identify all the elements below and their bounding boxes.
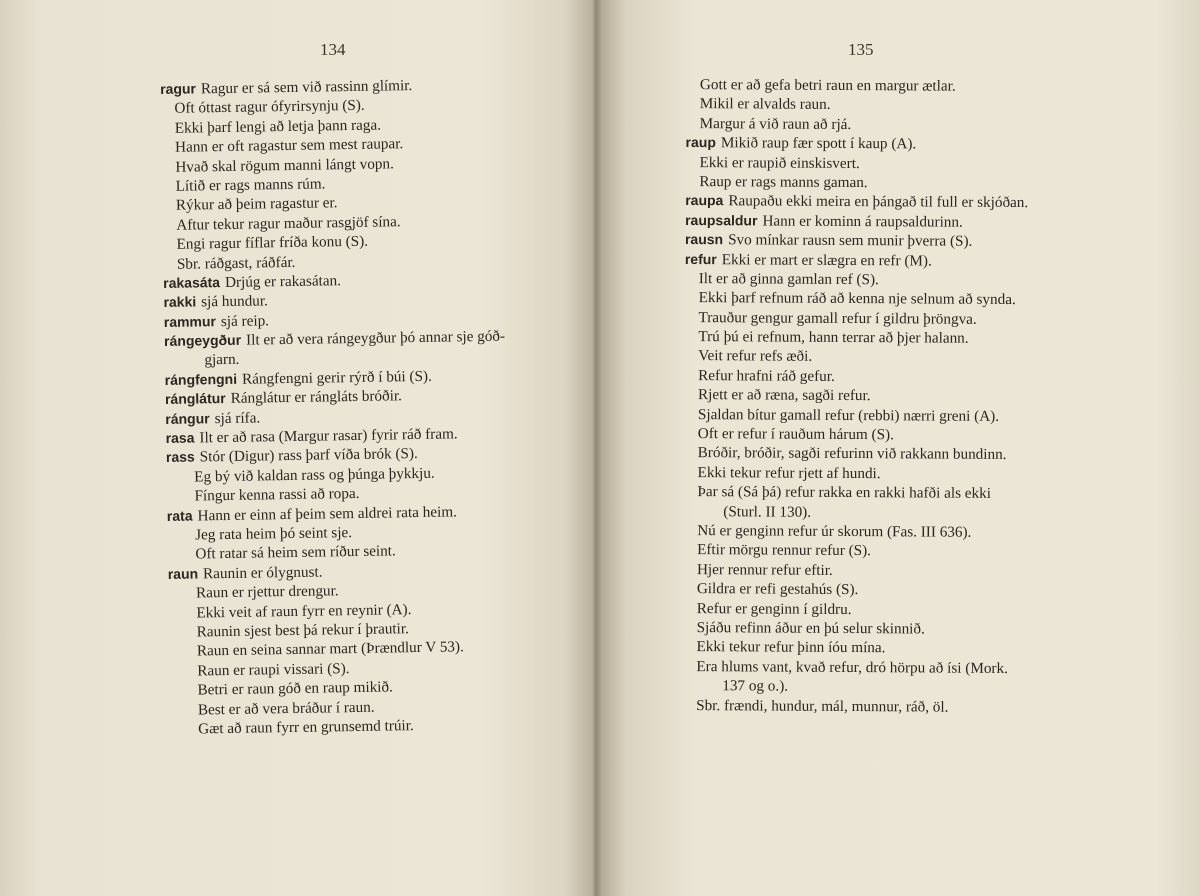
- line-text: Þar sá (Sá þá) refur rakka en rakki hafði als ekki: [697, 483, 992, 503]
- proverb-line: [684, 308, 1027, 329]
- left-page: [0, 0, 596, 896]
- page-number: 135: [848, 40, 874, 59]
- proverb-line: [682, 657, 1025, 678]
- line-text: Ekki er raupið einskisvert.: [699, 153, 860, 172]
- headword: raup: [685, 134, 716, 151]
- proverb-line: [685, 153, 1028, 174]
- line-text: Ekki er mart er slægra en refr (M).: [721, 250, 932, 270]
- proverb-line: [170, 714, 511, 739]
- headword: rakasáta: [163, 273, 221, 291]
- page-number: 134: [320, 40, 346, 59]
- headword: rausn: [684, 231, 724, 248]
- line-text: Betri er raun góð en raup mikið.: [197, 678, 393, 699]
- proverb-line: [684, 366, 1027, 387]
- line-text: Sjaldan bítur gamall refur (rebbi) nærri greni (A).: [697, 405, 1000, 425]
- line-text: Ekki þarf lengi að letja þann raga.: [174, 116, 382, 137]
- line-text: Hann er oft ragastur sem mest raupar.: [174, 135, 404, 156]
- proverb-line: [684, 463, 1027, 484]
- line-text: Rjett er að ræna, sagði refur.: [697, 386, 871, 405]
- headword: rammur: [163, 312, 217, 330]
- line-text: Ilt er að rasa (Margur rasar) fyrir ráð fram.: [199, 425, 458, 447]
- line-text: Raup er rags manns gaman.: [699, 173, 868, 192]
- line-text: Jeg rata heim þó seint sje.: [195, 524, 353, 544]
- line-text: Hann er einn af þeim sem aldrei rata heim.: [197, 502, 457, 525]
- line-text: Gott er að gefa betri raun en margur ætlar.: [699, 76, 956, 95]
- line-text: Rýkur að þeim ragastur er.: [175, 194, 338, 215]
- headword: raupa: [685, 192, 724, 209]
- entry-line: [685, 230, 1028, 251]
- page-body: [160, 75, 511, 740]
- line-text: Hvað skal rögum manni lángt vopn.: [175, 154, 394, 176]
- line-text: sjá rífa.: [214, 409, 261, 427]
- line-text: Era hlums vant, kvað refur, dró hörpu að ísi (Mork.: [696, 657, 1008, 677]
- proverb-line: [682, 695, 1025, 716]
- line-text: Hjer rennur refur eftir.: [696, 560, 833, 579]
- line-text: Ragur er sá sem við rassinn glímir.: [200, 77, 413, 98]
- line-text: Rángfengni gerir rýrð í búi (S).: [241, 367, 432, 388]
- line-text: Raunin sjest best þá rekur í þrautir.: [196, 620, 409, 641]
- proverb-line: [684, 424, 1027, 445]
- headword: rángur: [165, 409, 210, 427]
- proverb-line: [683, 540, 1026, 561]
- line-text: Ekki veit af raun fyrr en reynir (A).: [196, 600, 412, 622]
- line-text: Ránglátur er rángláts bróðir.: [230, 387, 403, 408]
- headword: raupsaldur: [685, 211, 758, 229]
- headword: raun: [167, 565, 199, 582]
- line-text: Bróðir, bróðir, sagði refurinn við rakkann bundinn.: [697, 444, 1007, 464]
- line-text: Oft er refur í rauðum hárum (S).: [697, 425, 894, 444]
- proverb-line: [683, 599, 1026, 620]
- right-page: [596, 0, 1200, 896]
- line-text: Ekki tekur refur þinn íóu mína.: [696, 638, 886, 657]
- proverb-line: [684, 327, 1027, 348]
- line-text: Eftir mörgu rennur refur (S).: [697, 541, 872, 560]
- line-text: Ekki þarf refnum ráð að kenna nje selnum að synda.: [698, 289, 1016, 309]
- line-text: Mikil er alvalds raun.: [699, 95, 831, 114]
- page-body: [682, 75, 1029, 717]
- proverb-line: [683, 618, 1026, 639]
- headword: rakki: [163, 293, 197, 311]
- headword: rángfengni: [164, 370, 238, 388]
- line-text: Hann er kominn á raupsaldurinn.: [762, 212, 963, 231]
- line-text: Oft óttast ragur ófyrirsynju (S).: [174, 97, 365, 118]
- proverb-line: [684, 443, 1027, 464]
- line-text: Trauður gengur gamall refur í gildru þröngva.: [698, 308, 977, 328]
- line-text: Nú er genginn refur úr skorum (Fas. III 636).: [697, 522, 972, 541]
- proverb-line: [684, 385, 1027, 406]
- line-text: Fíngur kenna rassi að ropa.: [194, 485, 360, 505]
- headword: rata: [166, 507, 193, 524]
- line-text: gjarn.: [204, 351, 240, 369]
- line-text: Ekki tekur refur rjett af hundi.: [697, 463, 881, 483]
- line-text: Raupaðu ekki meira en þángað til full er skjóðan.: [728, 192, 1029, 212]
- proverb-line: [685, 172, 1028, 193]
- line-text: Raun er raupi vissari (S).: [197, 659, 350, 680]
- entry-line: [685, 250, 1028, 271]
- line-text: Stór (Digur) rass þarf víða brók (S).: [199, 445, 418, 466]
- line-text: Refur er genginn í gildru.: [696, 599, 852, 618]
- line-text: sjá hundur.: [201, 292, 268, 311]
- proverb-line: [682, 637, 1025, 658]
- proverb-line: [686, 114, 1029, 135]
- line-text: (Sturl. II 130).: [723, 502, 812, 521]
- line-text: 137 og o.).: [722, 677, 789, 695]
- line-text: Ilt er að ginna gamlan ref (S).: [698, 269, 879, 289]
- headword: rasa: [165, 429, 195, 446]
- line-text: Sbr. ráðgast, ráðfár.: [176, 253, 296, 273]
- proverb-line: [683, 521, 1026, 542]
- line-text: Ilt er að vera rángeygður þó annar sje góð-: [245, 327, 506, 349]
- proverb-line: [683, 560, 1026, 581]
- entry-line: [685, 191, 1028, 212]
- entry-line: [685, 211, 1028, 232]
- proverb-line: [683, 579, 1026, 600]
- proverb-line: [684, 346, 1027, 367]
- line-text: Gildra er refi gestahús (S).: [696, 580, 859, 599]
- headword: rass: [165, 448, 195, 466]
- headword: ránglátur: [164, 390, 226, 408]
- headword: refur: [684, 250, 717, 267]
- line-text: Sbr. frændi, hundur, mál, munnur, ráð, öl.: [696, 696, 949, 716]
- proverb-line: [682, 676, 1025, 697]
- proverb-line: [685, 269, 1028, 290]
- proverb-line: [686, 75, 1029, 96]
- line-text: Raunin er ólygnust.: [202, 563, 323, 583]
- line-text: sjá reip.: [220, 312, 270, 330]
- proverb-line: [685, 288, 1028, 309]
- entry-line: [686, 133, 1029, 154]
- line-text: Gæt að raun fyrr en grunsemd trúir.: [198, 716, 414, 738]
- line-text: Veit refur refs æði.: [698, 347, 813, 366]
- headword: ragur: [160, 80, 197, 97]
- line-text: Drjúg er rakasátan.: [224, 272, 342, 291]
- proverb-line: [683, 502, 1026, 523]
- line-text: Aftur tekur ragur maður rasgjöf sína.: [176, 212, 401, 234]
- headword: rángeygður: [163, 331, 242, 350]
- line-text: Trú þú ei refnum, hann terrar að þjer halann.: [698, 328, 969, 347]
- line-text: Margur á við raun að rjá.: [699, 114, 852, 133]
- line-text: Eg bý við kaldan rass og þúnga þykkju.: [194, 464, 435, 486]
- line-text: Engi ragur fíflar fríða konu (S).: [176, 232, 369, 253]
- line-text: Sjáðu refinn áður en þú selur skinnið.: [696, 619, 925, 638]
- line-text: Mikið raup fær spott í kaup (A).: [720, 134, 917, 153]
- line-text: Best er að vera bráður í raun.: [197, 698, 375, 718]
- line-text: Raun en seina sannar mart (Þrændlur V 53).: [196, 638, 464, 660]
- line-text: Raun er rjettur drengur.: [195, 582, 339, 602]
- line-text: Svo mínkar rausn sem munir þverra (S).: [728, 231, 973, 250]
- line-text: Lítið er rags manns rúm.: [175, 175, 326, 195]
- proverb-line: [686, 94, 1029, 115]
- proverb-line: [683, 482, 1026, 503]
- proverb-line: [684, 405, 1027, 426]
- line-text: Refur hrafni ráð gefur.: [698, 366, 835, 385]
- line-text: Oft ratar sá heim sem ríður seint.: [195, 542, 396, 563]
